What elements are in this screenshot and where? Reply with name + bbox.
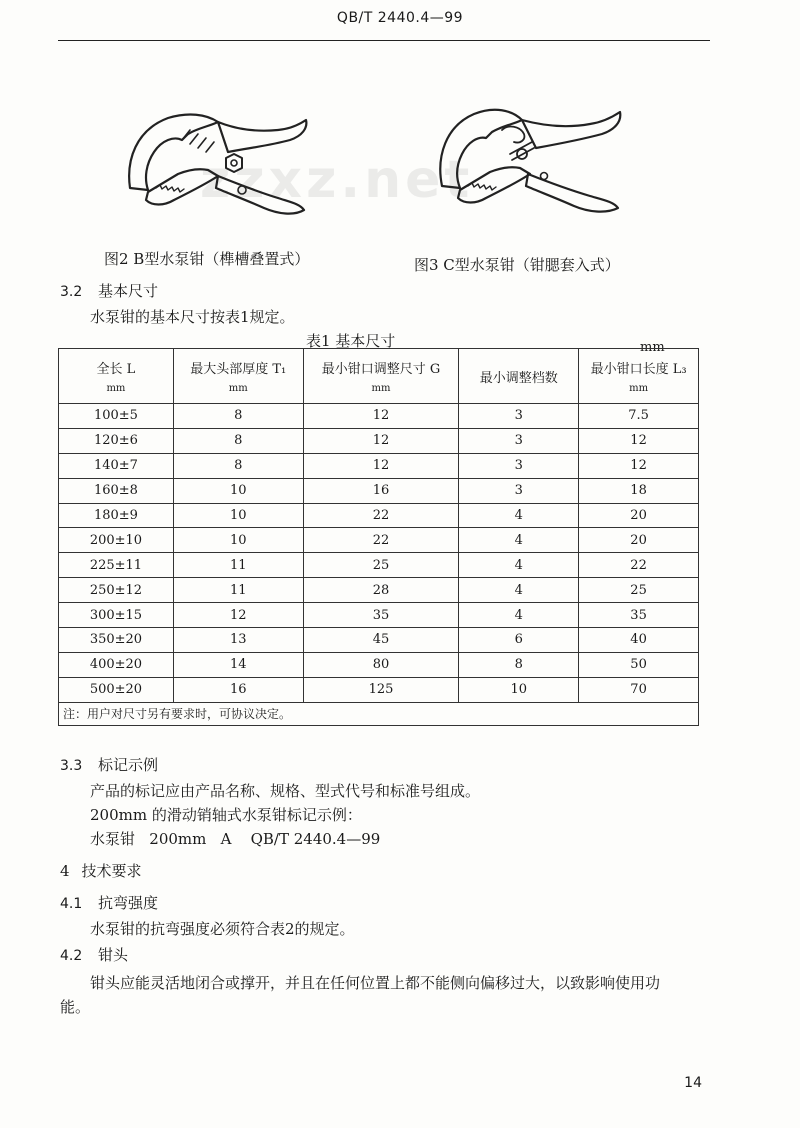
- table-row: [59, 503, 699, 528]
- table-cell: 11: [173, 578, 303, 603]
- table-cell: 6: [459, 628, 579, 653]
- table-cell: 120±6: [59, 428, 174, 453]
- table-cell: 14: [173, 652, 303, 677]
- header-label: 最小调整档数: [479, 370, 558, 386]
- table-cell: 100±5: [59, 404, 174, 429]
- header-rule: [58, 40, 710, 41]
- header-label: 最小钳口长度 L₃: [590, 362, 687, 377]
- table-cell: 500±20: [59, 677, 174, 702]
- table-cell: 400±20: [59, 652, 174, 677]
- table-cell: 180±9: [59, 503, 174, 528]
- header-label: 最大头部厚度 T₁: [190, 362, 287, 377]
- table-note: 注：用户对尺寸另有要求时，可协议决定。: [59, 702, 699, 725]
- table-cell: 8: [459, 652, 579, 677]
- section-3-3-line-2: 200mm 的滑动销轴式水泵钳标记示例：: [90, 806, 362, 824]
- section-4-2-title: 钳头: [98, 946, 129, 964]
- section-3-3-title: 标记示例: [98, 756, 159, 774]
- table-cell: 25: [579, 578, 699, 603]
- table-row: [59, 404, 699, 429]
- table-row: [59, 553, 699, 578]
- figure-3-c-type-pliers-drawing: [428, 96, 628, 216]
- table-cell: 4: [459, 603, 579, 628]
- table-1-unit: mm: [640, 340, 665, 355]
- header-total-length: [59, 349, 174, 404]
- header-label: 最小钳口调整尺寸 G: [321, 362, 441, 377]
- table-cell: 4: [459, 528, 579, 553]
- section-4-2-number: 4.2: [60, 948, 83, 964]
- table-cell: 3: [459, 404, 579, 429]
- header-unit: mm: [371, 383, 391, 394]
- table-cell: 25: [303, 553, 459, 578]
- header-min-jaw-adjust: [303, 349, 459, 404]
- section-4-2-text-line-1: 钳头应能灵活地闭合或撑开，并且在任何位置上都不能侧向偏移过大，以致影响使用功: [90, 974, 661, 992]
- header-unit: mm: [106, 383, 126, 394]
- table-cell: 16: [173, 677, 303, 702]
- table-note-row: [59, 702, 699, 725]
- table-cell: 8: [173, 453, 303, 478]
- section-3-3-number: 3.3: [60, 758, 83, 774]
- table-1-title: 表1 基本尺寸: [306, 332, 396, 350]
- table-cell: 4: [459, 553, 579, 578]
- table-cell: 12: [173, 603, 303, 628]
- figure-2-b-type-pliers-drawing: [118, 100, 318, 220]
- header-label: 全长 L: [96, 362, 136, 377]
- section-4-1-text: 水泵钳的抗弯强度必须符合表2的规定。: [90, 920, 355, 938]
- table-cell: 11: [173, 553, 303, 578]
- page-number: 14: [684, 1075, 702, 1091]
- section-4-1-heading: [60, 892, 158, 913]
- section-3-2-text: 水泵钳的基本尺寸按表1规定。: [90, 308, 295, 326]
- table-cell: 225±11: [59, 553, 174, 578]
- figure-3-caption: 图3 C型水泵钳（钳腮套入式）: [414, 256, 620, 274]
- table-cell: 300±15: [59, 603, 174, 628]
- section-4-1-number: 4.1: [60, 896, 83, 912]
- table-cell: 16: [303, 478, 459, 503]
- table-cell: 3: [459, 478, 579, 503]
- standard-code-header: QB/T 2440.4—99: [336, 10, 464, 26]
- table-cell: 4: [459, 503, 579, 528]
- table-row: [59, 677, 699, 702]
- header-unit: mm: [228, 383, 248, 394]
- watermark: zzxz.net: [200, 150, 474, 210]
- section-3-2-number: 3.2: [60, 284, 83, 300]
- figure-2-caption: 图2 B型水泵钳（榫槽叠置式）: [104, 250, 310, 268]
- table-row: [59, 578, 699, 603]
- table-cell: 10: [173, 503, 303, 528]
- table-row: [59, 628, 699, 653]
- table-cell: 35: [303, 603, 459, 628]
- table-1-basic-dimensions: [58, 348, 699, 726]
- table-cell: 160±8: [59, 478, 174, 503]
- table-cell: 12: [579, 453, 699, 478]
- table-cell: 12: [579, 428, 699, 453]
- section-4-title: 技术要求: [81, 862, 142, 880]
- table-row: [59, 603, 699, 628]
- table-cell: 8: [173, 428, 303, 453]
- section-4-1-title: 抗弯强度: [98, 894, 159, 912]
- table-cell: 45: [303, 628, 459, 653]
- table-cell: 18: [579, 478, 699, 503]
- table-cell: 8: [173, 404, 303, 429]
- table-row: [59, 652, 699, 677]
- header-min-jaw-length: [579, 349, 699, 404]
- table-cell: 10: [173, 478, 303, 503]
- table-cell: 20: [579, 528, 699, 553]
- section-3-3-marking-example: 水泵钳 200mm A QB/T 2440.4—99: [90, 830, 381, 848]
- table-cell: 125: [303, 677, 459, 702]
- table-cell: 12: [303, 453, 459, 478]
- table-cell: 22: [579, 553, 699, 578]
- section-4-2-text-line-2: 能。: [60, 998, 91, 1016]
- table-cell: 12: [303, 428, 459, 453]
- section-4-2-heading: [60, 944, 128, 965]
- table-cell: 250±12: [59, 578, 174, 603]
- section-3-2-title: 基本尺寸: [98, 282, 159, 300]
- table-cell: 22: [303, 503, 459, 528]
- header-unit: mm: [629, 383, 649, 394]
- table-cell: 7.5: [579, 404, 699, 429]
- section-3-3-line-1: 产品的标记应由产品名称、规格、型式代号和标准号组成。: [90, 782, 481, 800]
- table-cell: 13: [173, 628, 303, 653]
- table-cell: 350±20: [59, 628, 174, 653]
- table-row: [59, 453, 699, 478]
- table-row: [59, 428, 699, 453]
- table-cell: 140±7: [59, 453, 174, 478]
- table-cell: 70: [579, 677, 699, 702]
- table-row: [59, 478, 699, 503]
- table-cell: 3: [459, 453, 579, 478]
- section-4-heading: [60, 860, 142, 881]
- table-cell: 200±10: [59, 528, 174, 553]
- table-cell: 10: [459, 677, 579, 702]
- table-cell: 20: [579, 503, 699, 528]
- table-cell: 40: [579, 628, 699, 653]
- section-3-2-heading: [60, 280, 158, 301]
- header-max-head-thickness: [173, 349, 303, 404]
- table-cell: 80: [303, 652, 459, 677]
- header-min-adjust-steps: [459, 349, 579, 404]
- table-cell: 50: [579, 652, 699, 677]
- table-cell: 28: [303, 578, 459, 603]
- section-4-number: 4: [60, 862, 70, 880]
- table-cell: 35: [579, 603, 699, 628]
- table-cell: 10: [173, 528, 303, 553]
- table-header-row: [59, 349, 699, 404]
- section-3-3-heading: [60, 754, 158, 775]
- table-cell: 22: [303, 528, 459, 553]
- table-cell: 12: [303, 404, 459, 429]
- table-cell: 3: [459, 428, 579, 453]
- table-row: [59, 528, 699, 553]
- table-cell: 4: [459, 578, 579, 603]
- table-body: [59, 404, 699, 703]
